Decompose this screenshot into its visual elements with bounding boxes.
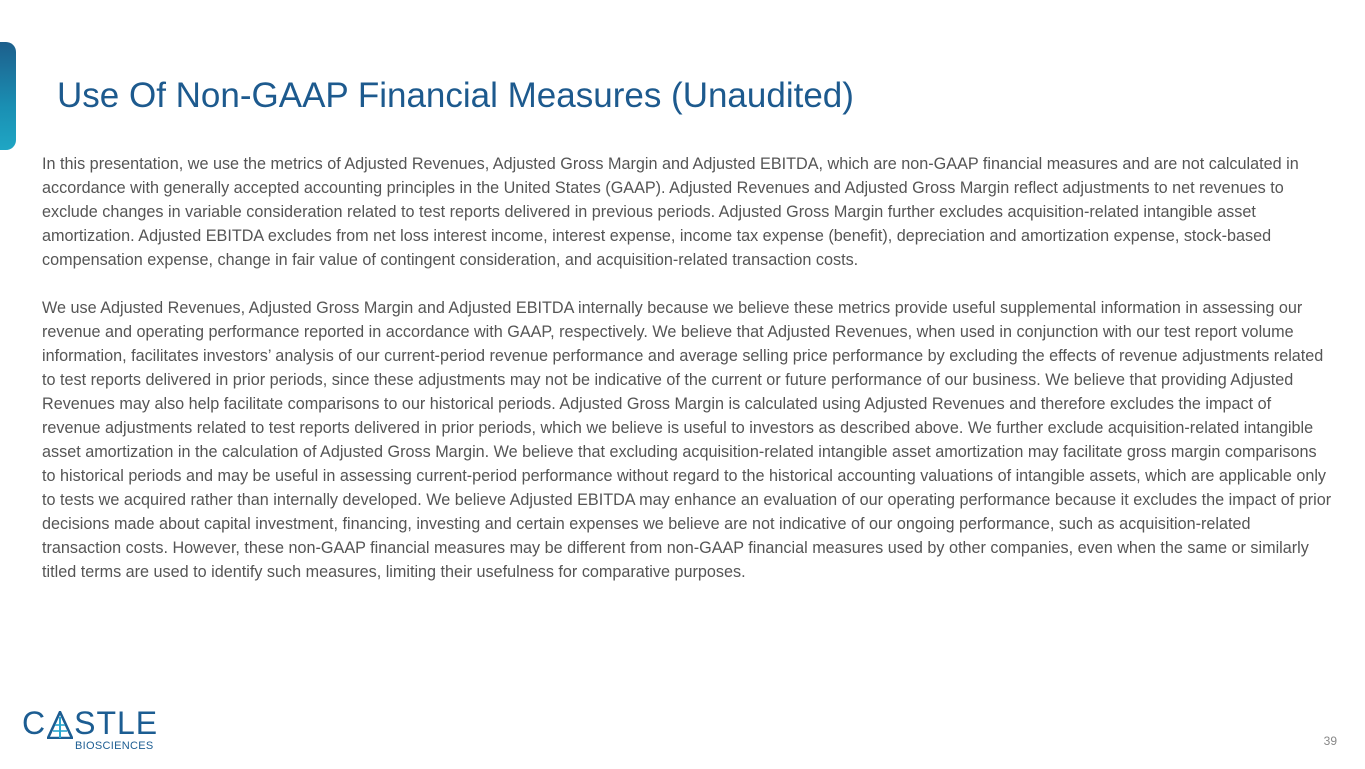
- page-title: Use Of Non-GAAP Financial Measures (Unaudited): [57, 76, 854, 115]
- body-text: [42, 152, 1332, 584]
- accent-tab: [0, 42, 16, 150]
- logo-wordmark-right: STLE: [74, 705, 159, 741]
- logo-subtitle: BIOSCIENCES: [75, 740, 154, 752]
- paragraph-definitions: In this presentation, we use the metrics of Adjusted Revenues, Adjusted Gross Margin and Adjusted EBITDA, which are non-GAAP financial measures and are not calculated in accordance with generally accepted accounting principles in the United States (GAAP). Adjusted Revenues and Adjusted Gross Margin reflect adjustments to net revenues to exclude changes in variable consideration related to test reports delivered in previous periods. Adjusted Gross Margin further excludes acquisition-related intangible asset amortization. Adjusted EBITDA excludes from net loss interest income, interest expense, income tax expense (benefit), depreciation and amortization expense, stock-based compensation expense, change in fair value of contingent consideration, and acquisition-related transaction costs.: [42, 155, 1299, 269]
- logo-wordmark-left: C: [22, 705, 47, 741]
- logo-a-triangle-icon: [47, 711, 73, 739]
- paragraph-rationale: We use Adjusted Revenues, Adjusted Gross Margin and Adjusted EBITDA internally because we believe these metrics provide useful supplemental information in assessing our revenue and operating performance reported in accordance with GAAP, respectively. We believe that Adjusted Revenues, when used in conjunction with our test report volume information, facilitates investors’ analysis of our current-period revenue performance and average selling price performance by excluding the effects of revenue adjustments related to test reports delivered in prior periods, since these adjustments may not be indicative of the current or future performance of our business. We believe that providing Adjusted Revenues may also help facilitate comparisons to our historical periods. Adjusted Gross Margin is calculated using Adjusted Revenues and therefore excludes the impact of revenue adjustments related to test reports delivered in prior periods, which we believe is useful to investors as described above. We further exclude acquisition-related intangible asset amortization in the calculation of Adjusted Gross Margin. We believe that excluding acquisition-related intangible asset amortization may facilitate gross margin comparisons to historical periods and may be useful in assessing current-period performance without regard to the historical accounting valuations of intangible assets, which are applicable only to tests we acquired rather than internally developed. We believe Adjusted EBITDA may enhance an evaluation of our operating performance because it excludes the impact of prior decisions made about capital investment, financing, investing and certain expenses we believe are not indicative of our ongoing performance, such as acquisition-related transaction costs. However, these non-GAAP financial measures may be different from non-GAAP financial measures used by other companies, even when the same or similarly titled terms are used to identify such measures, limiting their usefulness for comparative purposes.: [42, 299, 1332, 581]
- castle-biosciences-logo: [22, 705, 172, 756]
- page-number: 39: [1323, 734, 1337, 748]
- logo-wordmark: [22, 705, 172, 741]
